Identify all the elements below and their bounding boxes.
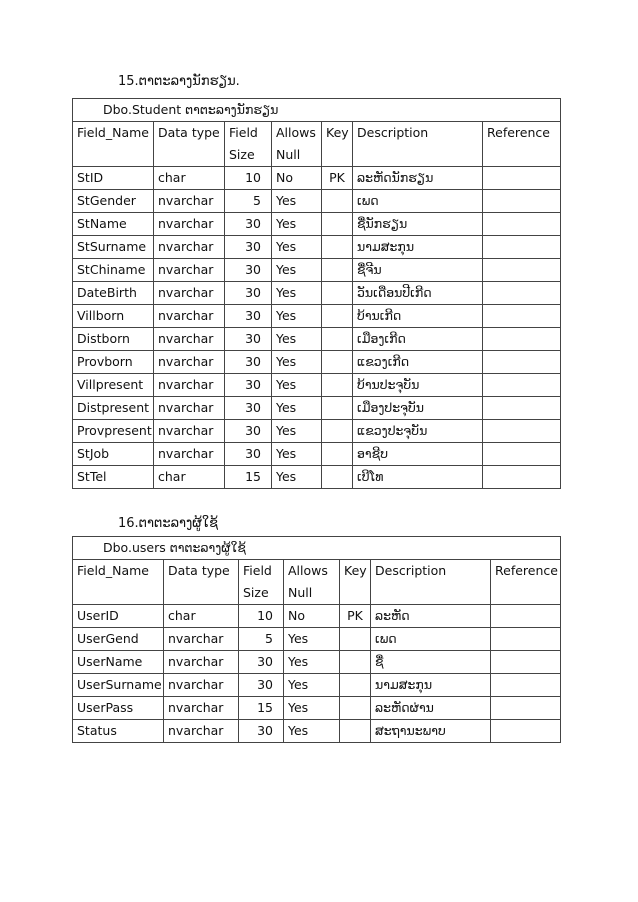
table-row	[73, 282, 561, 305]
cell-description: ແຂວງປະຈຸບັນ	[353, 420, 483, 443]
cell-field-name: StSurname	[73, 236, 154, 259]
cell-key	[322, 443, 353, 466]
cell-reference	[491, 697, 561, 720]
cell-field-name: Distborn	[73, 328, 154, 351]
cell-reference	[491, 628, 561, 651]
cell-data-type: nvarchar	[154, 443, 225, 466]
cell-description: ເມືອງປະຈຸບັນ	[353, 397, 483, 420]
cell-field-name: StID	[73, 167, 154, 190]
column-header-field-name: Field_Name	[73, 122, 154, 167]
column-header-field-size: Field Size	[225, 122, 272, 167]
cell-field-size: 30	[225, 328, 272, 351]
cell-field-name: UserID	[73, 605, 164, 628]
cell-data-type: nvarchar	[154, 190, 225, 213]
cell-key	[322, 420, 353, 443]
column-header-data-type: Data type	[154, 122, 225, 167]
table-header-row	[73, 122, 561, 167]
cell-field-name: StName	[73, 213, 154, 236]
cell-allows-null: Yes	[272, 213, 322, 236]
table-caption-row	[73, 537, 561, 560]
column-header-reference: Reference	[491, 560, 561, 605]
cell-data-type: nvarchar	[164, 651, 239, 674]
table-row	[73, 213, 561, 236]
cell-description: ແຂວງເກີດ	[353, 351, 483, 374]
cell-field-size: 30	[239, 651, 284, 674]
cell-data-type: nvarchar	[164, 628, 239, 651]
cell-field-size: 30	[239, 720, 284, 743]
section-15-heading: 15.ຕາຕະລາງນັກຮຽນ.	[118, 74, 240, 89]
cell-reference	[483, 259, 561, 282]
cell-reference	[483, 420, 561, 443]
cell-reference	[483, 167, 561, 190]
cell-key	[322, 466, 353, 489]
users-table	[72, 536, 561, 743]
table-row	[73, 190, 561, 213]
table-caption: Dbo.Student ຕາຕະລາງນັກຮຽນ	[73, 99, 561, 122]
cell-data-type: nvarchar	[164, 720, 239, 743]
cell-field-size: 30	[225, 236, 272, 259]
column-header-field-size: Field Size	[239, 560, 284, 605]
cell-allows-null: Yes	[272, 305, 322, 328]
cell-field-size: 30	[239, 674, 284, 697]
cell-field-size: 15	[239, 697, 284, 720]
cell-field-size: 30	[225, 443, 272, 466]
cell-reference	[483, 282, 561, 305]
cell-data-type: nvarchar	[154, 305, 225, 328]
table-row	[73, 167, 561, 190]
cell-key	[340, 674, 371, 697]
cell-field-size: 30	[225, 420, 272, 443]
column-header-allows-null: Allows Null	[272, 122, 322, 167]
cell-data-type: nvarchar	[154, 282, 225, 305]
cell-description: ນາມສະກຸນ	[371, 674, 491, 697]
table-row	[73, 259, 561, 282]
cell-allows-null: Yes	[272, 190, 322, 213]
cell-field-name: UserSurname	[73, 674, 164, 697]
cell-description: ບ້ານປະຈຸບັນ	[353, 374, 483, 397]
cell-key	[322, 374, 353, 397]
cell-data-type: nvarchar	[154, 397, 225, 420]
cell-key	[340, 697, 371, 720]
table-row	[73, 305, 561, 328]
cell-description: ວັນເດືອນປີເກີດ	[353, 282, 483, 305]
cell-key	[322, 351, 353, 374]
cell-data-type: nvarchar	[154, 420, 225, 443]
cell-description: ເພດ	[371, 628, 491, 651]
cell-field-name: UserName	[73, 651, 164, 674]
table-row	[73, 697, 561, 720]
cell-key	[340, 651, 371, 674]
table-row	[73, 720, 561, 743]
cell-allows-null: Yes	[272, 351, 322, 374]
cell-allows-null: Yes	[272, 466, 322, 489]
cell-reference	[483, 236, 561, 259]
cell-field-size: 5	[239, 628, 284, 651]
table-header-row	[73, 560, 561, 605]
cell-allows-null: Yes	[284, 697, 340, 720]
cell-key	[322, 305, 353, 328]
cell-key	[340, 628, 371, 651]
table-row	[73, 374, 561, 397]
cell-field-name: UserPass	[73, 697, 164, 720]
cell-key	[322, 236, 353, 259]
cell-reference	[491, 651, 561, 674]
cell-field-size: 30	[225, 305, 272, 328]
cell-data-type: nvarchar	[164, 697, 239, 720]
cell-description: ນາມສະກຸນ	[353, 236, 483, 259]
cell-field-name: StTel	[73, 466, 154, 489]
cell-key: PK	[340, 605, 371, 628]
cell-key	[322, 328, 353, 351]
table-caption-row	[73, 99, 561, 122]
cell-allows-null: Yes	[284, 674, 340, 697]
cell-field-name: UserGend	[73, 628, 164, 651]
column-header-field-name: Field_Name	[73, 560, 164, 605]
cell-allows-null: No	[272, 167, 322, 190]
column-header-key: Key	[340, 560, 371, 605]
cell-key	[322, 213, 353, 236]
cell-data-type: nvarchar	[154, 351, 225, 374]
cell-data-type: char	[154, 466, 225, 489]
cell-allows-null: Yes	[284, 628, 340, 651]
cell-reference	[483, 466, 561, 489]
cell-allows-null: Yes	[272, 420, 322, 443]
cell-reference	[491, 674, 561, 697]
cell-data-type: nvarchar	[154, 236, 225, 259]
cell-field-name: StChiname	[73, 259, 154, 282]
table-row	[73, 420, 561, 443]
cell-description: ເບີໂທ	[353, 466, 483, 489]
cell-reference	[483, 443, 561, 466]
table-row	[73, 328, 561, 351]
cell-field-size: 30	[225, 259, 272, 282]
column-header-reference: Reference	[483, 122, 561, 167]
cell-data-type: nvarchar	[164, 674, 239, 697]
cell-field-name: Distpresent	[73, 397, 154, 420]
cell-key	[322, 397, 353, 420]
cell-description: ສະຖານະພາບ	[371, 720, 491, 743]
cell-allows-null: Yes	[272, 328, 322, 351]
cell-key: PK	[322, 167, 353, 190]
table-row	[73, 628, 561, 651]
cell-reference	[483, 397, 561, 420]
cell-description: ລະຫັດຜ່ານ	[371, 697, 491, 720]
cell-field-name: Status	[73, 720, 164, 743]
cell-reference	[491, 605, 561, 628]
cell-description: ລະຫັດນັກຮຽນ	[353, 167, 483, 190]
cell-field-size: 5	[225, 190, 272, 213]
column-header-key: Key	[322, 122, 353, 167]
cell-allows-null: Yes	[284, 720, 340, 743]
cell-reference	[483, 351, 561, 374]
cell-field-name: Villpresent	[73, 374, 154, 397]
cell-field-size: 30	[225, 397, 272, 420]
cell-field-size: 30	[225, 213, 272, 236]
cell-allows-null: Yes	[272, 236, 322, 259]
table-caption: Dbo.users ຕາຕະລາງຜູ້ໃຊ້	[73, 537, 561, 560]
table-row	[73, 605, 561, 628]
table-row	[73, 351, 561, 374]
cell-allows-null: No	[284, 605, 340, 628]
cell-field-size: 10	[225, 167, 272, 190]
column-header-description: Description	[371, 560, 491, 605]
cell-allows-null: Yes	[272, 443, 322, 466]
cell-reference	[483, 374, 561, 397]
cell-field-size: 15	[225, 466, 272, 489]
cell-reference	[483, 305, 561, 328]
cell-field-name: StJob	[73, 443, 154, 466]
column-header-data-type: Data type	[164, 560, 239, 605]
cell-field-size: 30	[225, 351, 272, 374]
cell-description: ເພດ	[353, 190, 483, 213]
column-header-description: Description	[353, 122, 483, 167]
cell-key	[322, 190, 353, 213]
cell-field-size: 10	[239, 605, 284, 628]
cell-reference	[483, 328, 561, 351]
student-table	[72, 98, 561, 489]
cell-field-size: 30	[225, 374, 272, 397]
cell-description: ບ້ານເກີດ	[353, 305, 483, 328]
column-header-allows-null: Allows Null	[284, 560, 340, 605]
table-row	[73, 443, 561, 466]
cell-description: ອາຊີບ	[353, 443, 483, 466]
cell-reference	[483, 190, 561, 213]
table-row	[73, 466, 561, 489]
cell-allows-null: Yes	[272, 282, 322, 305]
cell-field-name: DateBirth	[73, 282, 154, 305]
cell-key	[322, 282, 353, 305]
cell-data-type: nvarchar	[154, 328, 225, 351]
cell-allows-null: Yes	[272, 397, 322, 420]
cell-field-size: 30	[225, 282, 272, 305]
cell-data-type: nvarchar	[154, 374, 225, 397]
cell-key	[322, 259, 353, 282]
cell-field-name: Villborn	[73, 305, 154, 328]
cell-field-name: StGender	[73, 190, 154, 213]
cell-reference	[483, 213, 561, 236]
section-16-heading: 16.ຕາຕະລາງຜູ້ໃຊ້	[118, 516, 218, 531]
cell-allows-null: Yes	[272, 374, 322, 397]
table-row	[73, 397, 561, 420]
cell-description: ເມືອງເກີດ	[353, 328, 483, 351]
cell-data-type: nvarchar	[154, 259, 225, 282]
cell-data-type: char	[154, 167, 225, 190]
cell-allows-null: Yes	[272, 259, 322, 282]
cell-description: ຊື່ນັກຮຽນ	[353, 213, 483, 236]
cell-data-type: char	[164, 605, 239, 628]
cell-allows-null: Yes	[284, 651, 340, 674]
cell-field-name: Provborn	[73, 351, 154, 374]
table-row	[73, 674, 561, 697]
table-row	[73, 651, 561, 674]
cell-key	[340, 720, 371, 743]
cell-reference	[491, 720, 561, 743]
table-row	[73, 236, 561, 259]
cell-description: ຊື່	[371, 651, 491, 674]
cell-field-name: Provpresent	[73, 420, 154, 443]
cell-description: ຊື່ຈີນ	[353, 259, 483, 282]
cell-description: ລະຫັດ	[371, 605, 491, 628]
cell-data-type: nvarchar	[154, 213, 225, 236]
